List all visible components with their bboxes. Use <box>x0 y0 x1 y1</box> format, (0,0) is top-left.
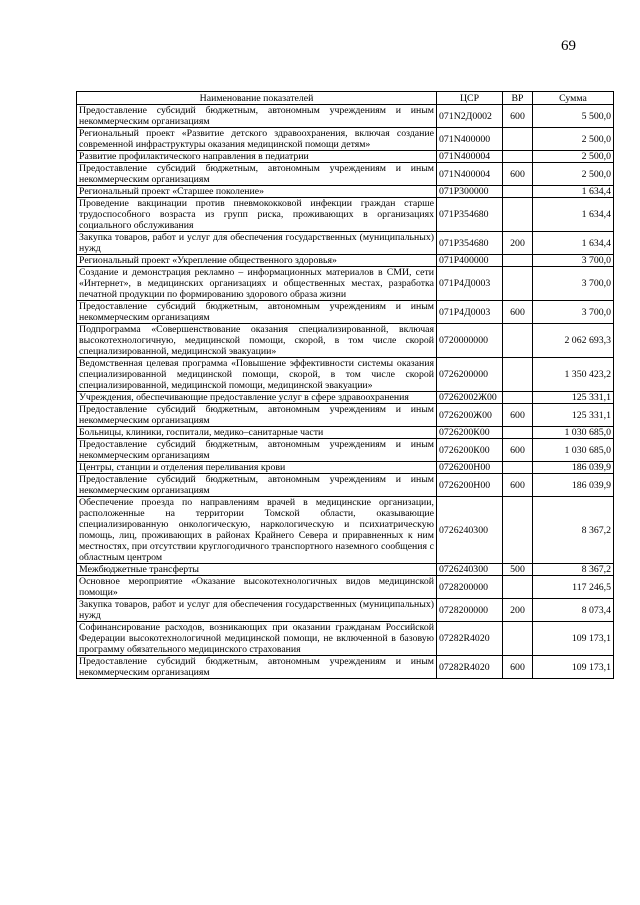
row-name-cell: Больницы, клиники, госпитали, медико–санитарные части <box>77 427 437 439</box>
row-csr-cell: 07282R4020 <box>437 656 503 679</box>
row-name-cell: Подпрограмма «Совершенствование оказания специализированной, включая высокотехнологичную, медицинской помощи, скорой, в том числе скорой специализированной, медицинской эвакуации» <box>77 324 437 358</box>
row-name-cell: Предоставление субсидий бюджетным, автономным учреждениям и иным некоммерческим организациям <box>77 301 437 324</box>
row-vr-cell <box>503 392 533 404</box>
row-sum-cell: 125 331,1 <box>533 392 614 404</box>
table-row <box>77 462 614 474</box>
table-row <box>77 255 614 267</box>
table-row <box>77 151 614 163</box>
row-vr-cell: 600 <box>503 404 533 427</box>
table-row <box>77 656 614 679</box>
page-number: 69 <box>561 38 576 54</box>
row-csr-cell: 071N400000 <box>437 128 503 151</box>
row-sum-cell: 2 500,0 <box>533 163 614 186</box>
table-row <box>77 564 614 576</box>
row-sum-cell: 109 173,1 <box>533 656 614 679</box>
row-csr-cell: 071P4Д0003 <box>437 267 503 301</box>
table-row <box>77 198 614 232</box>
row-csr-cell: 071N400004 <box>437 163 503 186</box>
row-name-cell: Предоставление субсидий бюджетным, автономным учреждениям и иным некоммерческим организациям <box>77 474 437 497</box>
row-name-cell: Закупка товаров, работ и услуг для обеспечения государственных (муниципальных) нужд <box>77 599 437 622</box>
row-csr-cell: 07282R4020 <box>437 622 503 656</box>
row-csr-cell: 0726200Н00 <box>437 474 503 497</box>
row-vr-cell: 200 <box>503 232 533 255</box>
row-csr-cell: 0720000000 <box>437 324 503 358</box>
row-csr-cell: 0726200К00 <box>437 427 503 439</box>
row-sum-cell: 1 634,4 <box>533 186 614 198</box>
table-row <box>77 358 614 392</box>
table-row <box>77 232 614 255</box>
row-name-cell: Центры, станции и отделения переливания крови <box>77 462 437 474</box>
row-vr-cell: 600 <box>503 656 533 679</box>
table-row <box>77 439 614 462</box>
row-name-cell: Учреждения, обеспечивающие предоставление услуг в сфере здравоохранения <box>77 392 437 404</box>
table-row <box>77 105 614 128</box>
row-csr-cell: 071P300000 <box>437 186 503 198</box>
table-row <box>77 324 614 358</box>
row-vr-cell: 600 <box>503 474 533 497</box>
row-vr-cell <box>503 427 533 439</box>
row-sum-cell: 8 367,2 <box>533 497 614 564</box>
row-csr-cell: 0726200Ж00 <box>437 404 503 427</box>
row-csr-cell: 0726200Н00 <box>437 462 503 474</box>
row-csr-cell: 071N2Д0002 <box>437 105 503 128</box>
row-name-cell: Межбюджетные трансферты <box>77 564 437 576</box>
row-name-cell: Предоставление субсидий бюджетным, автономным учреждениям и иным некоммерческим организациям <box>77 439 437 462</box>
row-sum-cell: 125 331,1 <box>533 404 614 427</box>
table-row <box>77 301 614 324</box>
table-row <box>77 576 614 599</box>
row-csr-cell: 0726200000 <box>437 358 503 392</box>
row-csr-cell: 0726240300 <box>437 497 503 564</box>
row-vr-cell <box>503 358 533 392</box>
row-name-cell: Основное мероприятие «Оказание высокотехнологичных видов медицинской помощи» <box>77 576 437 599</box>
row-csr-cell: 071P354680 <box>437 198 503 232</box>
row-vr-cell: 600 <box>503 163 533 186</box>
row-sum-cell: 2 500,0 <box>533 151 614 163</box>
budget-table <box>76 91 614 679</box>
row-csr-cell: 07262002Ж00 <box>437 392 503 404</box>
header-sum: Сумма <box>533 92 614 105</box>
row-vr-cell: 200 <box>503 599 533 622</box>
row-name-cell: Предоставление субсидий бюджетным, автономным учреждениям и иным некоммерческим организациям <box>77 404 437 427</box>
row-csr-cell: 0726240300 <box>437 564 503 576</box>
row-vr-cell <box>503 267 533 301</box>
row-vr-cell <box>503 462 533 474</box>
table-row <box>77 404 614 427</box>
table-row <box>77 622 614 656</box>
row-vr-cell <box>503 576 533 599</box>
row-name-cell: Софинансирование расходов, возникающих при оказании гражданам Российской Федерации высокотехнологичной медицинской помощи, не включенной в базовую программу обязательного медицинского страхования <box>77 622 437 656</box>
row-name-cell: Предоставление субсидий бюджетным, автономным учреждениям и иным некоммерческим организациям <box>77 105 437 128</box>
table-row <box>77 392 614 404</box>
table-row <box>77 599 614 622</box>
table-row <box>77 267 614 301</box>
header-csr: ЦСР <box>437 92 503 105</box>
row-csr-cell: 0726200К00 <box>437 439 503 462</box>
row-vr-cell <box>503 128 533 151</box>
row-vr-cell <box>503 198 533 232</box>
row-csr-cell: 071P400000 <box>437 255 503 267</box>
row-vr-cell <box>503 324 533 358</box>
table-row <box>77 474 614 497</box>
row-name-cell: Создание и демонстрация рекламно – информационных материалов в СМИ, сети «Интернет», в медицинских организациях и общественных местах, разработка печатной продукции по формированию здорового образа жизни <box>77 267 437 301</box>
table-row <box>77 163 614 186</box>
header-name: Наименование показателей <box>77 92 437 105</box>
table-row <box>77 497 614 564</box>
row-vr-cell: 600 <box>503 105 533 128</box>
row-name-cell: Ведомственная целевая программа «Повышение эффективности системы оказания специализированной медицинской помощи, скорой, в том числе скорой специализированной, медицинской помощи, медицинской эвакуации» <box>77 358 437 392</box>
row-name-cell: Региональный проект «Старшее поколение» <box>77 186 437 198</box>
row-csr-cell: 0728200000 <box>437 576 503 599</box>
row-csr-cell: 071P4Д0003 <box>437 301 503 324</box>
row-vr-cell <box>503 186 533 198</box>
row-sum-cell: 1 030 685,0 <box>533 439 614 462</box>
row-csr-cell: 071N400004 <box>437 151 503 163</box>
row-name-cell: Проведение вакцинации против пневмококковой инфекции граждан старше трудоспособного возраста из групп риска, проживающих в организациях социального обслуживания <box>77 198 437 232</box>
table-header-row <box>77 92 614 105</box>
row-csr-cell: 0728200000 <box>437 599 503 622</box>
row-vr-cell: 500 <box>503 564 533 576</box>
row-vr-cell <box>503 622 533 656</box>
row-name-cell: Региональный проект «Развитие детского здравоохранения, включая создание современной инфраструктуры оказания медицинской помощи детям» <box>77 128 437 151</box>
row-vr-cell: 600 <box>503 439 533 462</box>
row-name-cell: Предоставление субсидий бюджетным, автономным учреждениям и иным некоммерческим организациям <box>77 163 437 186</box>
row-name-cell: Региональный проект «Укрепление общественного здоровья» <box>77 255 437 267</box>
row-vr-cell: 600 <box>503 301 533 324</box>
row-sum-cell: 117 246,5 <box>533 576 614 599</box>
row-sum-cell: 1 350 423,2 <box>533 358 614 392</box>
row-sum-cell: 2 062 693,3 <box>533 324 614 358</box>
header-vr: ВР <box>503 92 533 105</box>
row-sum-cell: 2 500,0 <box>533 128 614 151</box>
row-sum-cell: 186 039,9 <box>533 474 614 497</box>
row-vr-cell <box>503 255 533 267</box>
row-sum-cell: 186 039,9 <box>533 462 614 474</box>
table-row <box>77 427 614 439</box>
row-sum-cell: 1 634,4 <box>533 232 614 255</box>
row-name-cell: Закупка товаров, работ и услуг для обеспечения государственных (муниципальных) нужд <box>77 232 437 255</box>
table-row <box>77 186 614 198</box>
row-name-cell: Развитие профилактического направления в педиатрии <box>77 151 437 163</box>
row-sum-cell: 8 367,2 <box>533 564 614 576</box>
row-name-cell: Предоставление субсидий бюджетным, автономным учреждениям и иным некоммерческим организациям <box>77 656 437 679</box>
row-sum-cell: 1 030 685,0 <box>533 427 614 439</box>
row-sum-cell: 109 173,1 <box>533 622 614 656</box>
row-name-cell: Обеспечение проезда по направлениям врачей в медицинские организации, расположенные на территории Томской области, оказывающие специализированную онкологическую, наркологическую и психиатрическую помощь, лиц, проживающих в районах Крайнего Севера и приравненных к ним местностях, при отсутствии круглогодичного транспортного наземного сообщения с областным центром <box>77 497 437 564</box>
row-sum-cell: 5 500,0 <box>533 105 614 128</box>
table-row <box>77 128 614 151</box>
row-vr-cell <box>503 151 533 163</box>
row-sum-cell: 1 634,4 <box>533 198 614 232</box>
row-sum-cell: 8 073,4 <box>533 599 614 622</box>
row-sum-cell: 3 700,0 <box>533 301 614 324</box>
row-sum-cell: 3 700,0 <box>533 255 614 267</box>
row-csr-cell: 071P354680 <box>437 232 503 255</box>
row-vr-cell <box>503 497 533 564</box>
row-sum-cell: 3 700,0 <box>533 267 614 301</box>
